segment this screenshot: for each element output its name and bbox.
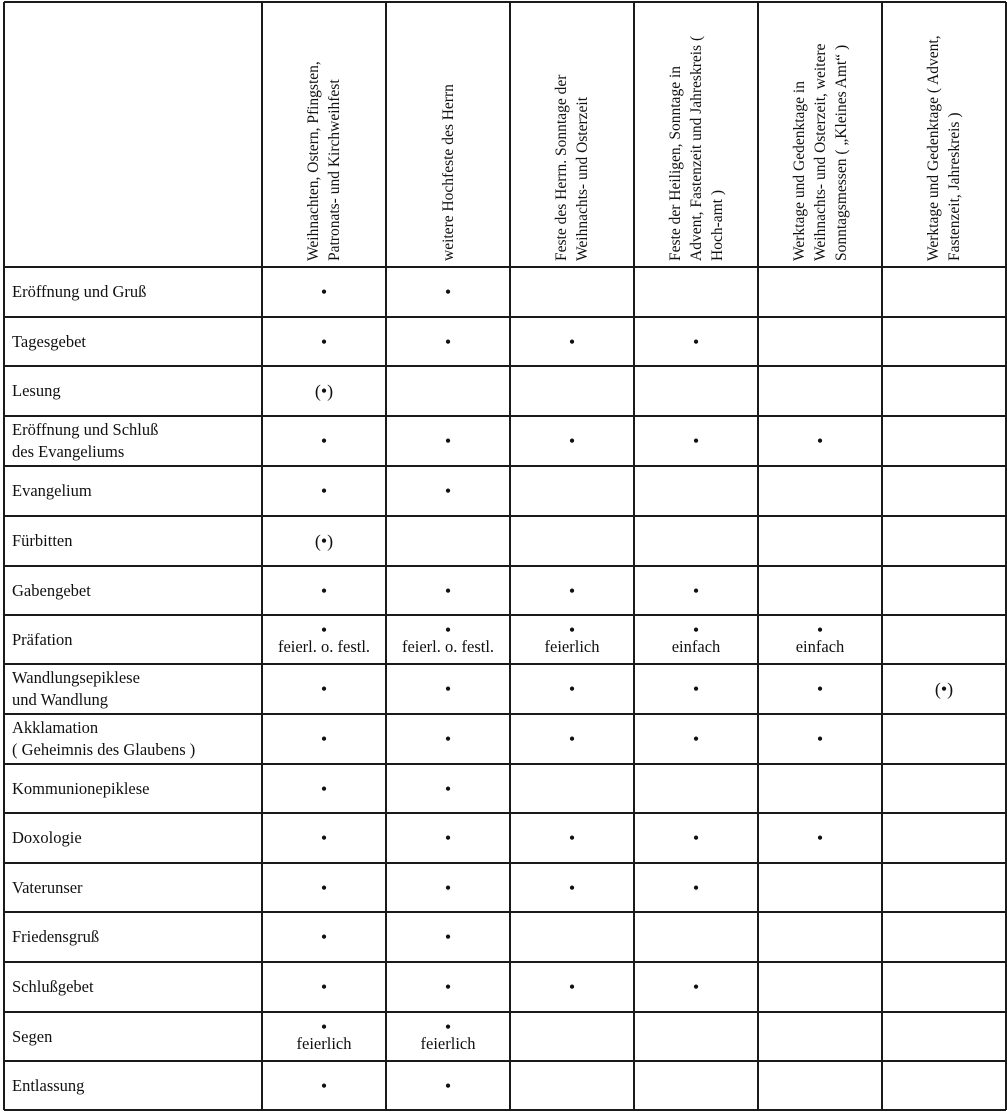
bullet-marker: •: [444, 481, 452, 501]
bullet-marker: •: [444, 828, 452, 848]
bullet-marker: •: [568, 331, 576, 352]
table-cell: [634, 664, 758, 714]
bullet-marker: •: [568, 619, 576, 640]
bullet-marker: •: [692, 679, 700, 699]
table-cell: [262, 366, 386, 416]
bullet-marker: •: [444, 1016, 452, 1037]
table-cell: [758, 615, 882, 664]
bullet-marker: •: [320, 679, 328, 699]
bullet-marker: •: [692, 431, 700, 451]
bullet-marker: •: [320, 828, 328, 848]
bullet-marker: •: [816, 729, 824, 749]
bullet-marker: •: [320, 481, 328, 501]
column-header: [510, 2, 634, 267]
column-header-text: Weihnachten, Ostern, Pfingsten, Patronats- und Kirchweihfest: [305, 61, 343, 261]
row-label: Segen: [12, 1026, 53, 1046]
bullet-marker: •: [816, 619, 824, 640]
bullet-marker: •: [320, 282, 328, 302]
bullet-marker: •: [444, 977, 452, 997]
table-cell: [262, 1061, 386, 1110]
table-cell: [386, 466, 510, 516]
row-label: Lesung: [12, 381, 61, 400]
bullet-marker: •: [320, 927, 328, 947]
table-cell: [386, 615, 510, 664]
row-label: Schlußgebet: [12, 977, 94, 996]
row-label: Fürbitten: [12, 531, 73, 550]
bullet-marker: •: [444, 1075, 452, 1096]
bullet-marker: •: [444, 282, 452, 302]
bullet-marker: •: [320, 1016, 328, 1037]
cell-note: feierl. o. festl.: [277, 636, 371, 656]
bullet-marker: •: [444, 580, 452, 601]
bullet-marker: •: [320, 877, 328, 898]
column-header: [634, 2, 758, 267]
table-cell: [386, 1012, 510, 1061]
table-cell: [262, 267, 386, 317]
row-label: Entlassung: [12, 1075, 85, 1095]
row-label: Wandlungsepiklese und Wandlung: [12, 668, 140, 709]
table-cell: [386, 912, 510, 962]
optional-marker: (•): [314, 531, 334, 551]
table-cell: [758, 416, 882, 466]
row-label: Evangelium: [12, 481, 92, 500]
table-cell: [510, 416, 634, 466]
table-cell: [386, 664, 510, 714]
table-cell: [386, 267, 510, 317]
row-label: Friedensgruß: [12, 927, 100, 946]
table-cell: [510, 863, 634, 912]
bullet-marker: •: [444, 729, 452, 749]
bullet-marker: •: [444, 431, 452, 451]
table-cell: [634, 317, 758, 366]
bullet-marker: •: [320, 1075, 328, 1096]
bullet-marker: •: [444, 927, 452, 947]
optional-marker: (•): [934, 679, 954, 699]
table-cell: [510, 962, 634, 1012]
table-cell: [882, 664, 1006, 714]
table-cell: [262, 764, 386, 813]
table-cell: [758, 664, 882, 714]
bullet-marker: •: [320, 778, 328, 799]
bullet-marker: •: [444, 778, 452, 799]
cell-note: feierlich: [544, 636, 600, 656]
bullet-marker: •: [692, 729, 700, 749]
bullet-marker: •: [444, 619, 452, 640]
bullet-marker: •: [816, 431, 824, 451]
bullet-marker: •: [568, 431, 576, 451]
table-cell: [758, 714, 882, 764]
bullet-marker: •: [444, 679, 452, 699]
bullet-marker: •: [816, 828, 824, 848]
column-header-text: Feste der Heiligen, Sonntage in Advent, Fastenzeit und Jahreskreis ( Hoch-amt ): [666, 35, 726, 261]
table-cell: [386, 764, 510, 813]
column-header: [758, 2, 882, 267]
table-cell: [386, 416, 510, 466]
bullet-marker: •: [568, 729, 576, 749]
column-header-text: Werktage und Gedenktage in Weihnachts- und Osterzeit, weitere Sonntagsmessen ( „Kleines Amt“ ): [790, 43, 850, 261]
table-cell: [262, 466, 386, 516]
table-cell: [386, 566, 510, 615]
table-cell: [262, 317, 386, 366]
bullet-marker: •: [444, 331, 452, 352]
table-cell: [510, 566, 634, 615]
cell-note: einfach: [795, 636, 845, 656]
table-cell: [262, 813, 386, 863]
bullet-marker: •: [568, 679, 576, 699]
optional-marker: (•): [314, 381, 334, 401]
cell-note: einfach: [671, 636, 721, 656]
table-cell: [510, 317, 634, 366]
table-cell: [386, 962, 510, 1012]
cell-note: feierl. o. festl.: [401, 636, 495, 656]
bullet-marker: •: [568, 828, 576, 848]
table-cell: [262, 516, 386, 566]
table-cell: [386, 1061, 510, 1110]
bullet-marker: •: [568, 580, 576, 601]
bullet-marker: •: [568, 877, 576, 898]
row-label: Eröffnung und Gruß: [12, 282, 147, 301]
bullet-marker: •: [320, 431, 328, 451]
grid-vline: [3, 2, 5, 1110]
table-cell: [634, 813, 758, 863]
row-label: Tagesgebet: [12, 331, 86, 351]
table-cell: [634, 416, 758, 466]
bullet-marker: •: [692, 977, 700, 997]
table-cell: [262, 962, 386, 1012]
bullet-marker: •: [692, 619, 700, 640]
bullet-marker: •: [692, 580, 700, 601]
table-cell: [758, 813, 882, 863]
table-cell: [262, 714, 386, 764]
table-cell: [386, 813, 510, 863]
table-cell: [386, 714, 510, 764]
table-cell: [262, 615, 386, 664]
bullet-marker: •: [692, 828, 700, 848]
row-label: Eröffnung und Schluß des Evangeliums: [12, 420, 159, 461]
table-cell: [634, 863, 758, 912]
bullet-marker: •: [320, 331, 328, 352]
table-cell: [634, 962, 758, 1012]
cell-note: feierlich: [420, 1033, 476, 1053]
bullet-marker: •: [692, 877, 700, 898]
row-label: Vaterunser: [12, 877, 83, 897]
row-label: Gabengebet: [12, 580, 91, 600]
table-cell: [634, 714, 758, 764]
table-cell: [262, 664, 386, 714]
bullet-marker: •: [320, 977, 328, 997]
column-header: [882, 2, 1006, 267]
bullet-marker: •: [816, 679, 824, 699]
cell-note: feierlich: [296, 1033, 352, 1053]
table-cell: [386, 863, 510, 912]
table-cell: [262, 416, 386, 466]
row-label: Kommunionepiklese: [12, 778, 150, 798]
bullet-marker: •: [320, 729, 328, 749]
bullet-marker: •: [320, 580, 328, 601]
table-cell: [634, 615, 758, 664]
table-cell: [262, 566, 386, 615]
table-cell: [262, 1012, 386, 1061]
table-cell: [510, 615, 634, 664]
row-label: Präfation: [12, 629, 73, 649]
bullet-marker: •: [444, 877, 452, 898]
table-cell: [262, 863, 386, 912]
column-header: [386, 2, 510, 267]
bullet-marker: •: [568, 977, 576, 997]
table-cell: [510, 714, 634, 764]
column-header-text: weitere Hochfeste des Herrn: [439, 84, 457, 261]
bullet-marker: •: [320, 619, 328, 640]
table-cell: [386, 317, 510, 366]
table-cell: [634, 566, 758, 615]
table-cell: [510, 813, 634, 863]
row-label: Akklamation ( Geheimnis des Glaubens ): [12, 718, 196, 759]
table-cell: [510, 664, 634, 714]
column-header: [262, 2, 386, 267]
row-label: Doxologie: [12, 828, 82, 847]
bullet-marker: •: [692, 331, 700, 352]
table-cell: [262, 912, 386, 962]
column-header-text: Feste des Herrn. Sonntage der Weihnachts- und Osterzeit: [553, 74, 591, 261]
column-header-text: Werktage und Gedenktage ( Advent, Fastenzeit, Jahreskreis ): [925, 35, 963, 261]
